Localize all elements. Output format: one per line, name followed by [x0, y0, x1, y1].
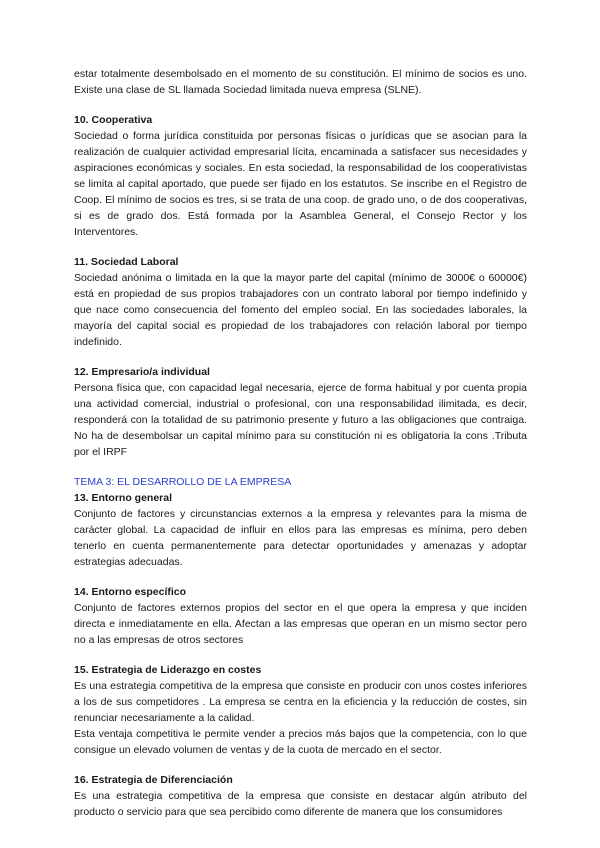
section-heading: 12. Empresario/a individual	[74, 366, 210, 378]
section-paragraph: Sociedad anónima o limitada en la que la mayor parte del capital (mínimo de 3000€ o 60000€) está en propiedad de sus propios trabajadores con un contrato laboral por tiempo indefinido y que nace como consecuencia del fomento del empleo social. En las sociedades laborales, la mayoría del capital social es propiedad de los trabajadores con relación laboral por tiempo indefinido.	[74, 272, 527, 348]
section-paragraph: Esta ventaja competitiva le permite vender a precios más bajos que la competencia, con lo que consigue un elevado volumen de ventas y de la cuota de mercado en el sector.	[74, 728, 527, 756]
section-cooperativa	[74, 112, 527, 240]
section-heading: 14. Entorno específico	[74, 586, 187, 598]
section-entorno-especifico	[74, 584, 527, 648]
section-heading: 13. Entorno general	[74, 492, 173, 504]
chapter-title: TEMA 3: EL DESARROLLO DE LA EMPRESA	[74, 476, 292, 488]
document-page	[74, 66, 527, 820]
section-empresario-individual	[74, 364, 527, 460]
intro-paragraph: estar totalmente desembolsado en el momento de su constitución. El mínimo de socios es uno. Existe una clase de SL llamada Sociedad limitada nueva empresa (SLNE).	[74, 68, 527, 96]
section-paragraph: Conjunto de factores y circunstancias externos a la empresa y relevantes para la misma de carácter global. La capacidad de influir en ellos para las empresas es mínima, pero deben tenerlo en cuenta permanentemente para detectar oportunidades y amenazas y adoptar estrategias adecuadas.	[74, 508, 527, 568]
section-sociedad-laboral	[74, 254, 527, 350]
section-paragraph: Sociedad o forma jurídica constituida por personas físicas o jurídicas que se asocian para la realización de cualquier actividad empresarial lícita, encaminada a satisfacer sus necesidades y aspiraciones económicas y sociales. En esta sociedad, la responsabilidad de los cooperativistas se limita al capital aportado, que puede ser fijado en los estatutos. Se inscribe en el Registro de Coop. El mínimo de socios es tres, si se trata de una coop. de grado uno, o de dos cooperativas, si es de grado dos. Está formada por la Asamblea General, el Consejo Rector y los Interventores.	[74, 130, 527, 238]
section-heading: 16. Estrategia de Diferenciación	[74, 774, 233, 786]
section-paragraph: Es una estrategia competitiva de la empresa que consiste en producir con unos costes inferiores a los de sus competidores . La empresa se centra en la eficiencia y la reducción de costes, sin renunciar necesariamente a la calidad.	[74, 680, 527, 724]
section-paragraph: Conjunto de factores externos propios del sector en el que opera la empresa y que inciden directa e inmediatamente en ella. Afectan a las empresas que operan en un mismo sector pero no a las empresas de otros sectores	[74, 602, 527, 646]
section-paragraph: Es una estrategia competitiva de la empresa que consiste en destacar algún atributo del producto o servicio para que sea percibido como diferente de manera que los consumidores	[74, 790, 527, 818]
section-paragraph: Persona física que, con capacidad legal necesaria, ejerce de forma habitual y por cuenta propia una actividad comercial, industrial o profesional, con una responsabilidad ilimitada, es decir, responderá con la totalidad de su patrimonio presente y futuro a las obligaciones que contraiga. No ha de desembolsar un capital mínimo para su constitución ni es obligatoria la cons .Tributa por el IRPF	[74, 382, 527, 458]
section-heading: 11. Sociedad Laboral	[74, 256, 179, 268]
section-liderazgo-costes	[74, 662, 527, 758]
section-entorno-general	[74, 490, 527, 570]
section-diferenciacion	[74, 772, 527, 820]
section-heading: 10. Cooperativa	[74, 114, 153, 126]
section-heading: 15. Estrategia de Liderazgo en costes	[74, 664, 262, 676]
